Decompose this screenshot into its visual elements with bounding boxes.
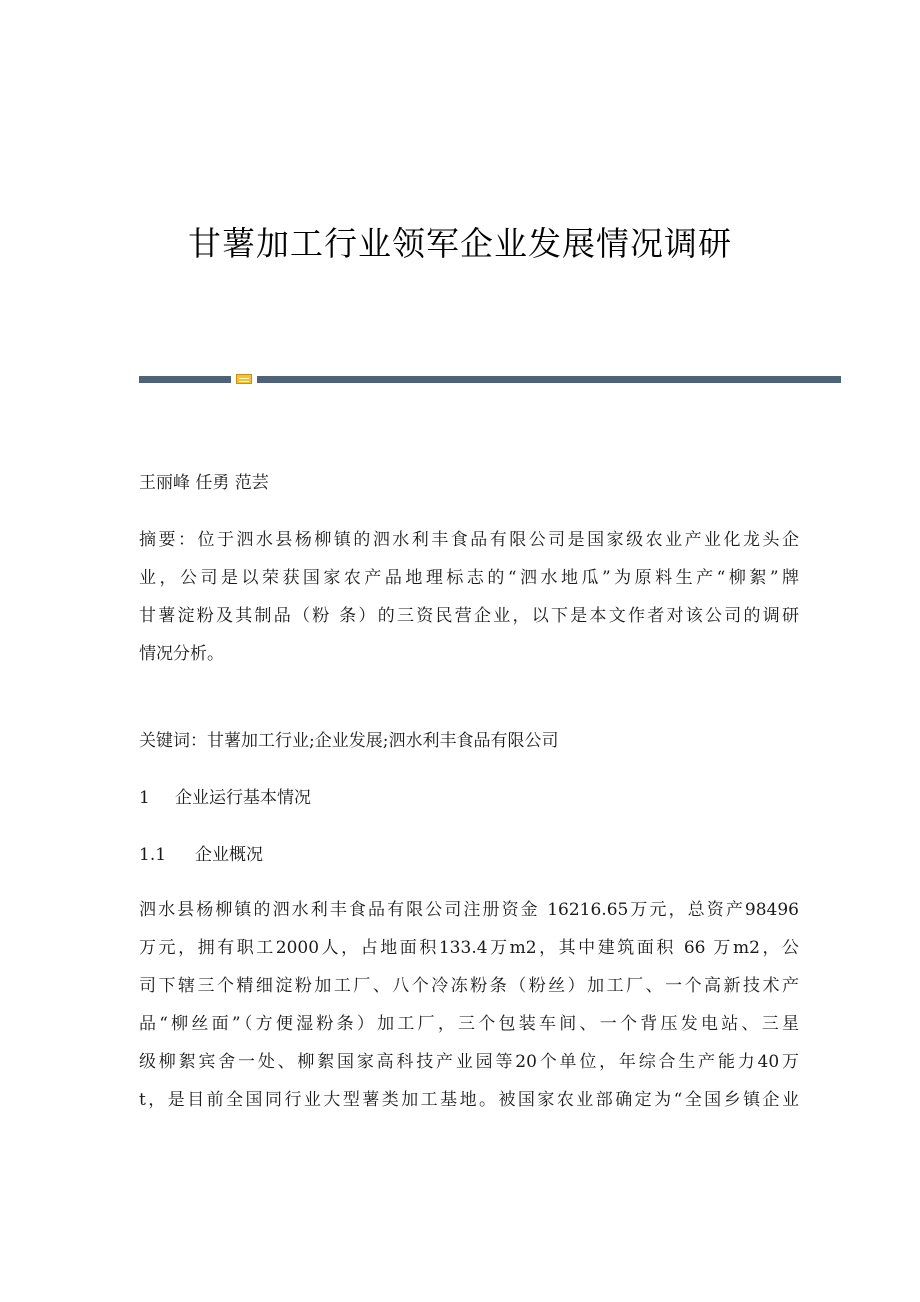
- abstract-line: 情况分析。: [139, 644, 224, 664]
- section-heading-1-1: [139, 843, 799, 867]
- body-line: 司下辖三个精细淀粉加工厂、八个冷冻粉条（粉丝）加工厂、一个高新技术产: [139, 976, 799, 996]
- divider-bar-left: [139, 376, 231, 383]
- body-paragraph: [139, 898, 799, 1126]
- section-title: 企业概况: [195, 845, 263, 865]
- authors: 王丽峰 任勇 范芸: [139, 473, 269, 493]
- section-title: 企业运行基本情况: [175, 788, 311, 808]
- body-line: t，是目前全国同行业大型薯类加工基地。被国家农业部确定为“全国乡镇企业: [139, 1090, 799, 1110]
- section-number: 1: [139, 788, 150, 808]
- abstract-line: 摘要：位于泗水县杨柳镇的泗水利丰食品有限公司是国家级农业产业化龙头企: [139, 530, 799, 550]
- abstract-line: 甘薯淀粉及其制品（粉 条）的三资民营企业，以下是本文作者对该公司的调研: [139, 606, 799, 626]
- body-line: 品“柳丝面”（方便湿粉条）加工厂，三个包装车间、一个背压发电站、三星: [139, 1014, 799, 1034]
- divider-ornament-icon: [236, 374, 252, 384]
- divider-bar-right: [257, 376, 841, 383]
- keywords: 关键词：甘薯加工行业;企业发展;泗水利丰食品有限公司: [139, 731, 559, 751]
- body-line: 万元，拥有职工2000人，占地面积133.4万m2，其中建筑面积 66 万m2，公: [139, 938, 799, 958]
- document-title: 甘薯加工行业领军企业发展情况调研: [188, 224, 732, 263]
- title-divider: [139, 374, 841, 384]
- body-line: 泗水县杨柳镇的泗水利丰食品有限公司注册资金 16216.65万元，总资产98496: [139, 900, 799, 920]
- abstract-line: 业，公司是以荣获国家农产品地理标志的“泗水地瓜”为原料生产“柳絮”牌: [139, 568, 799, 588]
- body-line: 级柳絮宾舍一处、柳絮国家高科技产业园等20个单位，年综合生产能力40万: [139, 1052, 799, 1072]
- abstract: [139, 528, 799, 680]
- section-number: 1.1: [139, 845, 167, 865]
- section-heading-1: [139, 786, 799, 810]
